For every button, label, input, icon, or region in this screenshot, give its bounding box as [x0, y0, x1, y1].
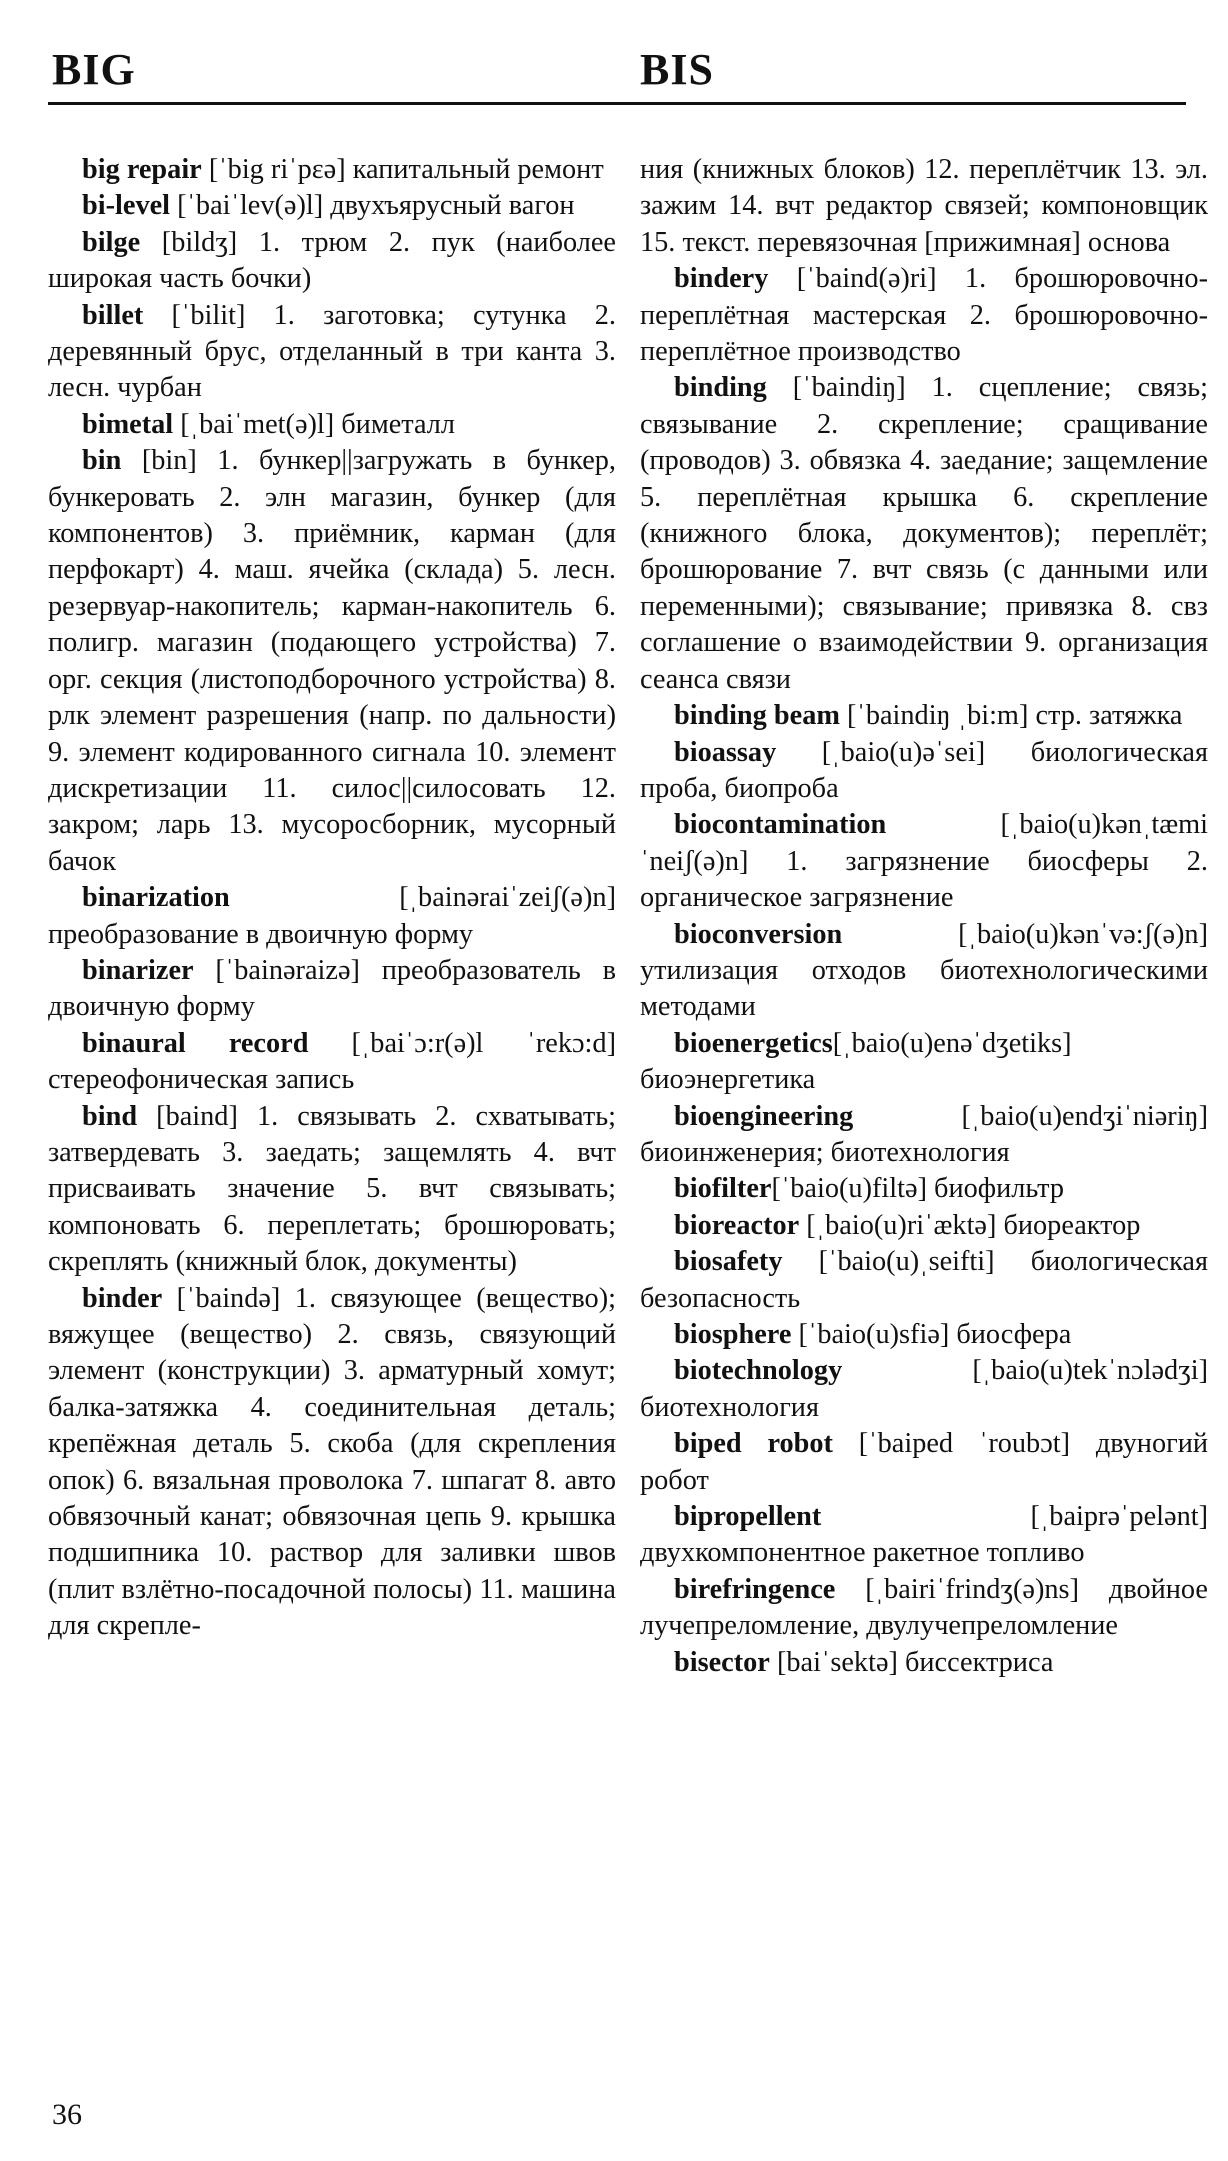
entry-headword: biofilter: [674, 1173, 772, 1205]
entry-definition: [ˌbaiˈmet(ə)l] биметалл: [173, 408, 456, 440]
entry-headword: biotechnology: [674, 1355, 843, 1387]
dictionary-entry: [640, 1026, 1208, 1099]
entry-headword: bioconversion: [674, 918, 843, 950]
dictionary-entry: [640, 735, 1208, 808]
entry-definition: [ˌbaio(u)riˈæktə] биореактор: [799, 1209, 1141, 1241]
entry-definition: [baind] 1. связывать 2. схватывать; затвердевать 3. заедать; защемлять 4. вчт присваивать значение 5. вчт связывать; компоновать 6. переплетать; брошюровать; скреплять (книжный блок, документы): [48, 1100, 616, 1278]
dictionary-entry: [640, 1244, 1208, 1317]
entry-headword: bioengineering: [674, 1100, 854, 1132]
entry-definition: [ˌbainəraiˈzeiʃ(ə)n] преобразование в двоичную форму: [48, 882, 616, 950]
entry-headword: bisector: [674, 1646, 770, 1678]
header-last-word: BIS: [640, 45, 714, 94]
entry-headword: bindery: [674, 263, 769, 295]
entry-definition: [ˈbaiˈlev(ə)l] двухъярусный вагон: [170, 190, 575, 222]
page-number: 36: [52, 2098, 82, 2131]
entry-definition: [bin] 1. бункер||загружать в бункер, бункеровать 2. элн магазин, бункер (для компонентов) 3. приёмник, карман (для перфокарт) 4. маш. ячейка (склада) 5. лесн. резервуар-накопитель; карман-накопитель 6. полигр. магазин (подающего устройства) 7. орг. секция (листоподборочного устройства) 8. рлк элемент разрешения (напр. по дальности) 9. элемент кодированного сигнала 10. элемент дискретизации 11. силос||силосовать 12. закром; ларь 13. мусоросборник, мусорный бачок: [48, 445, 616, 877]
entry-headword: billet: [82, 299, 144, 331]
entry-definition: [bildʒ] 1. трюм 2. пук (наиболее широкая часть бочки): [48, 226, 616, 295]
entry-headword: bipropellent: [674, 1501, 822, 1533]
entry-headword: bioreactor: [674, 1209, 800, 1241]
left-column: [48, 152, 616, 1645]
entry-definition: [ˌbaiprəˈpelənt] двухкомпонентное ракетное топливо: [640, 1501, 1208, 1569]
page-header: [0, 44, 1228, 104]
entry-headword: bi-level: [82, 190, 171, 222]
entry-headword: binding: [674, 372, 767, 404]
dictionary-entry: [48, 953, 616, 1026]
dictionary-entry: [48, 1281, 616, 1645]
dictionary-entry: [640, 807, 1208, 916]
entry-headword: binarizer: [82, 954, 194, 986]
header-first-word: BIG: [52, 45, 136, 94]
dictionary-entry: [640, 1499, 1208, 1572]
entry-headword: binarization: [82, 882, 230, 914]
entry-headword: bimetal: [82, 408, 174, 440]
dictionary-entry: [640, 1317, 1208, 1353]
entry-definition: [ˈbaio(u)filtə] биофильтр: [771, 1173, 1065, 1205]
dictionary-entry: [640, 261, 1208, 370]
dictionary-entry: [640, 1645, 1208, 1681]
entry-definition: [baiˈsektə] биссектриса: [769, 1646, 1054, 1678]
entry-definition: [ˌbaio(u)enəˈdʒetiks] биоэнергетика: [640, 1027, 1072, 1096]
entry-definition: [ˌbaiˈɔ:r(ə)l ˈrekɔ:d] стереофоническая запись: [48, 1027, 616, 1096]
right-column: [640, 152, 1208, 1681]
header-rule: [48, 102, 1186, 105]
dictionary-entry: [640, 1426, 1208, 1499]
entry-definition: [ˈbaində] 1. связующее (вещество); вяжущее (вещество) 2. связь, связующий элемент (конструкции) 3. арматурный хомут; балка-затяжка 4. соединительная деталь; крепёжная деталь 5. скоба (для скрепления опок) 6. вязальная проволока 7. шпагат 8. авто обвязочный канат; обвязочная цепь 9. крышка подшипника 10. раствор для заливки швов (плит взлётно-посадочной полосы) 11. машина для скрепле-: [48, 1282, 616, 1642]
entry-definition: [ˌbaio(u)endʒiˈniəriŋ] биоинженерия; биотехнология: [640, 1100, 1208, 1168]
dictionary-entry: [48, 443, 616, 880]
entry-definition: [ˈbilit] 1. заготовка; сутунка 2. деревянный брус, отделанный в три канта 3. лесн. чурбан: [48, 299, 616, 404]
dictionary-entry: [48, 1099, 616, 1281]
entry-headword: binaural record: [82, 1027, 309, 1059]
dictionary-entry: [48, 188, 616, 224]
entry-headword: binding beam: [674, 700, 840, 732]
entry-definition: [ˈbaindiŋ] 1. сцепление; связь; связывание 2. скрепление; сращивание (проводов) 3. обвязка 4. заедание; защемление 5. переплётная крышка 6. скрепление (книжного блока, документов); переплёт; брошюрование 7. вчт связь (с данными или переменными); связывание; привязка 8. свз соглашение о взаимодействии 9. организация сеанса связи: [640, 372, 1208, 695]
entry-definition: [ˌbaio(u)kənˌtæmiˈneiʃ(ə)n] 1. загрязнение биосферы 2. органическое загрязнение: [640, 809, 1208, 914]
entry-headword: bilge: [82, 226, 141, 258]
dictionary-entry: [640, 370, 1208, 698]
entry-headword: bioassay: [674, 736, 777, 768]
dictionary-entry: [48, 407, 616, 443]
entry-definition: [ˈbaio(u)sfiə] биосфера: [791, 1319, 1072, 1350]
entry-definition: [ˌbaio(u)əˈsei] биологическая проба, биопроба: [640, 736, 1208, 804]
entry-definition: [ˈbaindiŋ ˌbi:m] стр. затяжка: [839, 700, 1183, 732]
dictionary-entry: [48, 152, 616, 188]
entry-definition: [ˌbairiˈfrindʒ(ə)ns] двойное лучепреломление, двулучепреломление: [640, 1573, 1208, 1642]
dictionary-entry: [640, 698, 1208, 734]
entry-headword: biped robot: [674, 1428, 833, 1460]
entry-definition: [ˈbaiped ˈroubɔt] двуногий робот: [640, 1428, 1208, 1496]
dictionary-entry: [640, 1099, 1208, 1172]
entry-definition: [ˌbaio(u)tekˈnɔlədʒi] биотехнология: [640, 1355, 1208, 1423]
entry-headword: bin: [82, 445, 122, 477]
dictionary-entry: [640, 917, 1208, 1026]
dictionary-entry: [640, 1353, 1208, 1426]
continued-entry: ния (книжных блоков) 12. переплётчик 13. эл. зажим 14. вчт редактор связей; компоновщик 15. текст. перевязочная [прижимная] основа: [640, 154, 1208, 258]
entry-headword: biosafety: [674, 1246, 783, 1278]
dictionary-entry: [640, 1171, 1208, 1207]
dictionary-entry: [48, 880, 616, 953]
entry-headword: bind: [82, 1100, 138, 1132]
entry-definition: [ˌbaio(u)kənˈvə:ʃ(ə)n] утилизация отходов биотехнологическими методами: [640, 918, 1208, 1023]
entry-definition: [ˈbainəraizə] преобразователь в двоичную форму: [48, 954, 616, 1023]
entry-definition: [ˈbig riˈpɛə] капитальный ремонт: [201, 154, 604, 185]
dictionary-entry: [48, 225, 616, 298]
entry-headword: big repair: [82, 154, 202, 185]
dictionary-entry: [48, 1026, 616, 1099]
dictionary-entry: [640, 1208, 1208, 1244]
entry-headword: biocontamination: [674, 809, 887, 841]
entry-headword: bioenergetics: [674, 1027, 833, 1059]
dictionary-entry: [640, 1572, 1208, 1645]
dictionary-entry: [48, 298, 616, 407]
entry-definition: [ˈbaind(ə)ri] 1. брошюровочно-переплётная мастерская 2. брошюровочно-переплётное производство: [640, 263, 1208, 368]
entry-headword: biosphere: [674, 1319, 792, 1350]
entry-headword: birefringence: [674, 1573, 836, 1605]
entry-headword: binder: [82, 1282, 163, 1314]
entry-definition: [ˈbaio(u)ˌseifti] биологическая безопасность: [640, 1246, 1208, 1314]
